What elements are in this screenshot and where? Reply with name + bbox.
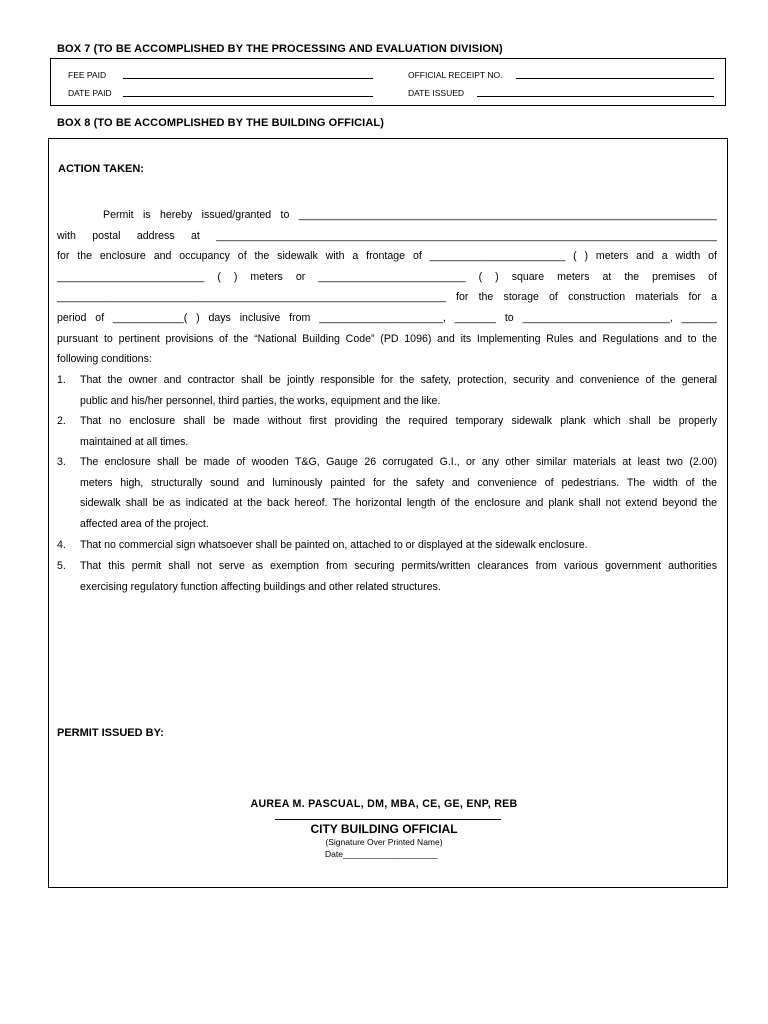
fee-paid-label: FEE PAID: [68, 70, 107, 80]
condition-line: public and his/her personnel, third parties, the works, equipment and the like.: [80, 394, 441, 407]
date-line[interactable]: Date____________________: [325, 849, 438, 859]
official-receipt-label: OFFICIAL RECEIPT NO.: [408, 70, 503, 80]
official-title: CITY BUILDING OFFICIAL: [310, 822, 458, 836]
condition-line: That this permit shall not serve as exemption from securing permits/written clearances from various government authorities: [80, 560, 717, 572]
body-line: _________________________ ( ) meters or _________________________ ( ) square meters at the premises of: [57, 270, 717, 283]
date-issued-label: DATE ISSUED: [408, 88, 465, 98]
body-line: Permit is hereby issued/granted to _______________________________________________________________________: [103, 209, 717, 221]
condition-item: [57, 411, 717, 453]
body-line: for the enclosure and occupancy of the sidewalk with a frontage of _______________________ ( ) meters and a width of: [57, 250, 717, 263]
condition-line: exercising regulatory function affecting buildings and other related structures.: [80, 580, 441, 593]
date-issued-field[interactable]: [477, 96, 714, 97]
condition-item: [57, 452, 717, 536]
action-taken-label: ACTION TAKEN:: [58, 163, 144, 175]
condition-line: That no commercial sign whatsoever shall be painted on, attached to or displayed at the sidewalk enclosure.: [80, 539, 588, 551]
condition-line: The enclosure shall be made of wooden T&G, Gauge 26 corrugated G.I., or any other similar materials at least two (2.00): [80, 456, 717, 468]
body-line: period of ____________( ) days inclusive from _____________________, _______ to _________________________, ______: [57, 311, 717, 324]
condition-number: 5.: [57, 560, 66, 572]
official-name: AUREA M. PASCUAL, DM, MBA, CE, GE, ENP, REB: [250, 798, 518, 810]
condition-item: [57, 556, 717, 598]
body-line: with postal address at _____________________________________________________________________________________: [57, 229, 717, 242]
condition-line: maintained at all times.: [80, 435, 189, 448]
permit-body: [57, 205, 717, 370]
condition-item: [57, 535, 717, 556]
fee-paid-field[interactable]: [123, 78, 373, 79]
body-line: pursuant to pertinent provisions of the “National Building Code” (PD 1096) and its Implementing Rules and Regulations and to the: [57, 332, 717, 345]
box7-heading: BOX 7 (TO BE ACCOMPLISHED BY THE PROCESSING AND EVALUATION DIVISION): [57, 43, 503, 55]
permit-issued-by-label: PERMIT ISSUED BY:: [57, 727, 164, 739]
body-line: __________________________________________________________________ for the storage of construction materials for a: [57, 291, 717, 304]
date-paid-field[interactable]: [123, 96, 373, 97]
condition-line: That no enclosure shall be made without first providing the required temporary sidewalk plank which shall be properly: [80, 415, 717, 427]
condition-line: meters high, structurally sound and luminously painted for the safety and convenience of pedestrians. The width of the: [80, 476, 717, 489]
condition-line: That the owner and contractor shall be jointly responsible for the safety, protection, security and convenience of the general: [80, 374, 717, 386]
condition-line: sidewalk shall be as indicated at the back hereof. The horizontal length of the enclosure and plank shall not extend beyond the: [80, 497, 717, 510]
condition-number: 3.: [57, 456, 66, 468]
condition-line: affected area of the project.: [80, 517, 209, 530]
signature-line[interactable]: [275, 819, 501, 820]
date-paid-label: DATE PAID: [68, 88, 112, 98]
box7-frame: [50, 58, 726, 106]
condition-number: 4.: [57, 539, 66, 551]
condition-number: 2.: [57, 415, 66, 427]
box8-heading: BOX 8 (TO BE ACCOMPLISHED BY THE BUILDING OFFICIAL): [57, 117, 384, 129]
body-line: following conditions:: [57, 353, 152, 366]
signature-note: (Signature Over Printed Name): [325, 837, 443, 847]
condition-item: [57, 370, 717, 412]
condition-number: 1.: [57, 374, 66, 386]
official-receipt-field[interactable]: [516, 78, 714, 79]
